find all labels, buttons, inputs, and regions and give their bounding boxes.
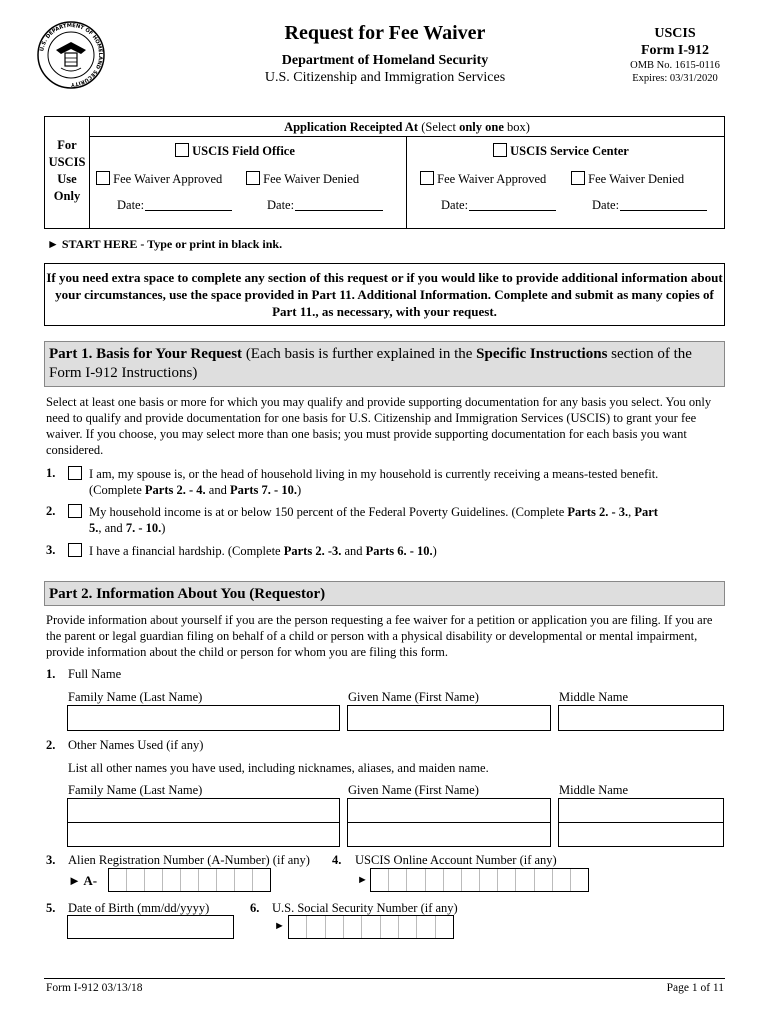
field-office-denied-option[interactable]: Fee Waiver Denied bbox=[246, 171, 359, 187]
q6-label: U.S. Social Security Number (if any) bbox=[272, 901, 458, 915]
part1-item2-number: 2. bbox=[46, 504, 56, 518]
ssn-input[interactable] bbox=[288, 915, 454, 939]
service-center-checkbox[interactable] bbox=[493, 143, 507, 157]
basis-means-tested-checkbox[interactable] bbox=[68, 466, 82, 480]
field-office-approved-date-line[interactable] bbox=[145, 210, 232, 211]
field-office-approved-option[interactable]: Fee Waiver Approved bbox=[96, 171, 222, 187]
omb-number: OMB No. 1615-0116 bbox=[630, 60, 720, 71]
service-center-option[interactable]: USCIS Service Center bbox=[493, 143, 629, 159]
service-center-approved-option[interactable]: Fee Waiver Approved bbox=[420, 171, 546, 187]
basis-income-label: My household income is at or below 150 percent of the Federal Poverty Guidelines. (Complete Parts 2. - 3., Part 5., and 7. - 10.) bbox=[89, 505, 658, 535]
q2-family-name-label: Family Name (Last Name) bbox=[68, 783, 203, 797]
form-number: Form I-912 bbox=[640, 43, 710, 58]
q3-number: 3. bbox=[46, 853, 56, 867]
uscis-label: USCIS bbox=[654, 26, 696, 41]
other-family-name-input-2[interactable] bbox=[67, 822, 340, 847]
q2-number: 2. bbox=[46, 738, 56, 752]
service-center-approved-date-label: Date: bbox=[441, 198, 469, 212]
a-number-prefix: ► A- bbox=[68, 873, 98, 888]
basis-income-checkbox[interactable] bbox=[68, 504, 82, 518]
field-office-denied-date-line[interactable] bbox=[295, 210, 383, 211]
part1-item3-number: 3. bbox=[46, 543, 56, 557]
other-given-name-input-2[interactable] bbox=[347, 822, 551, 847]
q2-instruction: List all other names you have used, including nicknames, aliases, and maiden name. bbox=[68, 761, 489, 775]
agency-name: U.S. Citizenship and Immigration Services bbox=[264, 70, 506, 85]
part1-header: Part 1. Basis for Your Request (Each basis is further explained in the Specific Instructions section of the Form I-912 Instructions) bbox=[44, 341, 725, 387]
office-divider bbox=[406, 137, 407, 228]
basis-hardship-label: I have a financial hardship. (Complete Parts 2. -3. and Parts 6. - 10.) bbox=[89, 544, 437, 558]
form-edition: Form I-912 03/13/18 bbox=[46, 982, 143, 994]
field-office-denied-date-label: Date: bbox=[267, 198, 295, 212]
q6-number: 6. bbox=[250, 901, 260, 915]
footer-divider bbox=[44, 978, 725, 979]
q2-label: Other Names Used (if any) bbox=[68, 738, 204, 752]
service-center-denied-checkbox[interactable] bbox=[571, 171, 585, 185]
q3-label: Alien Registration Number (A-Number) (if any) bbox=[68, 853, 310, 867]
q4-arrow-icon: ► bbox=[357, 874, 368, 886]
field-office-denied-checkbox[interactable] bbox=[246, 171, 260, 185]
for-uscis-use-only-label: For USCIS Use Only bbox=[45, 117, 90, 228]
date-of-birth-input[interactable] bbox=[67, 915, 234, 939]
middle-name-input[interactable] bbox=[558, 705, 724, 731]
other-middle-name-input-1[interactable] bbox=[558, 798, 724, 823]
other-given-name-input-1[interactable] bbox=[347, 798, 551, 823]
form-id-block bbox=[620, 26, 730, 85]
page-number: Page 1 of 11 bbox=[666, 982, 724, 994]
service-center-denied-date-label: Date: bbox=[592, 198, 620, 212]
a-number-input[interactable] bbox=[108, 868, 271, 892]
service-center-denied-option[interactable]: Fee Waiver Denied bbox=[571, 171, 684, 187]
q1-family-name-label: Family Name (Last Name) bbox=[68, 690, 203, 704]
part1-intro: Select at least one basis or more for which you may qualify and provide supporting documentation for any basis you select. You only need to qualify and provide documentation for one basis for U.S. Citizenship and Immigration Services (USCIS) to grant your fee waiver. If you choose, you may select more than one basis; you must provide supporting documentation for each basis you want considered. bbox=[46, 395, 712, 457]
start-here-instruction: ► START HERE - Type or print in black ink. bbox=[47, 237, 283, 251]
part1-item1-number: 1. bbox=[46, 466, 56, 480]
part2-header: Part 2. Information About You (Requestor) bbox=[44, 581, 725, 606]
q2-middle-name-label: Middle Name bbox=[559, 783, 629, 797]
q2-given-name-label: Given Name (First Name) bbox=[348, 783, 479, 797]
part2-intro: Provide information about yourself if you are the person requesting a fee waiver for a petition or application you are filing. If you are the parent or legal guardian filing on behalf of a child or person with a physical disability or developmental or mental impairment, provide information about the child or person for whom you are filing this form. bbox=[46, 613, 713, 659]
q5-label: Date of Birth (mm/dd/yyyy) bbox=[68, 901, 210, 915]
service-center-approved-date-line[interactable] bbox=[469, 210, 556, 211]
family-name-input[interactable] bbox=[67, 705, 340, 731]
additional-space-notice: If you need extra space to complete any section of this request or if you would like to provide additional information about your circumstances, use the space provided in Part 11. Additional Information. Complete and submit as many copies of Part 11., as necessary, with your request. bbox=[44, 263, 725, 326]
department-name: Department of Homeland Security bbox=[281, 53, 489, 68]
q1-label: Full Name bbox=[68, 667, 122, 681]
field-office-checkbox[interactable] bbox=[175, 143, 189, 157]
expiration-date: Expires: 03/31/2020 bbox=[632, 73, 718, 84]
form-title: Request for Fee Waiver bbox=[284, 22, 486, 44]
application-receipted-at: Application Receipted At (Select only one box) bbox=[90, 117, 724, 137]
other-family-name-input-1[interactable] bbox=[67, 798, 340, 823]
q5-number: 5. bbox=[46, 901, 56, 915]
given-name-input[interactable] bbox=[347, 705, 551, 731]
basis-means-tested-label: I am, my spouse is, or the head of household living in my household is currently receiving a means-tested benefit. (Complete Parts 2. - 4. and Parts 7. - 10.) bbox=[89, 467, 659, 497]
svg-text:U.S. DEPARTMENT OF HOMELAND SE: U.S. DEPARTMENT OF HOMELAND SECURITY bbox=[39, 22, 104, 88]
q4-number: 4. bbox=[332, 853, 342, 867]
q1-middle-name-label: Middle Name bbox=[559, 690, 629, 704]
q4-label: USCIS Online Account Number (if any) bbox=[355, 853, 557, 867]
field-office-option[interactable]: USCIS Field Office bbox=[175, 143, 295, 159]
service-center-denied-date-line[interactable] bbox=[620, 210, 707, 211]
q1-number: 1. bbox=[46, 667, 56, 681]
basis-hardship-checkbox[interactable] bbox=[68, 543, 82, 557]
other-middle-name-input-2[interactable] bbox=[558, 822, 724, 847]
service-center-approved-checkbox[interactable] bbox=[420, 171, 434, 185]
field-office-approved-checkbox[interactable] bbox=[96, 171, 110, 185]
field-office-approved-date-label: Date: bbox=[117, 198, 145, 212]
q6-arrow-icon: ► bbox=[274, 920, 285, 932]
online-account-number-input[interactable] bbox=[370, 868, 589, 892]
q1-given-name-label: Given Name (First Name) bbox=[348, 690, 479, 704]
